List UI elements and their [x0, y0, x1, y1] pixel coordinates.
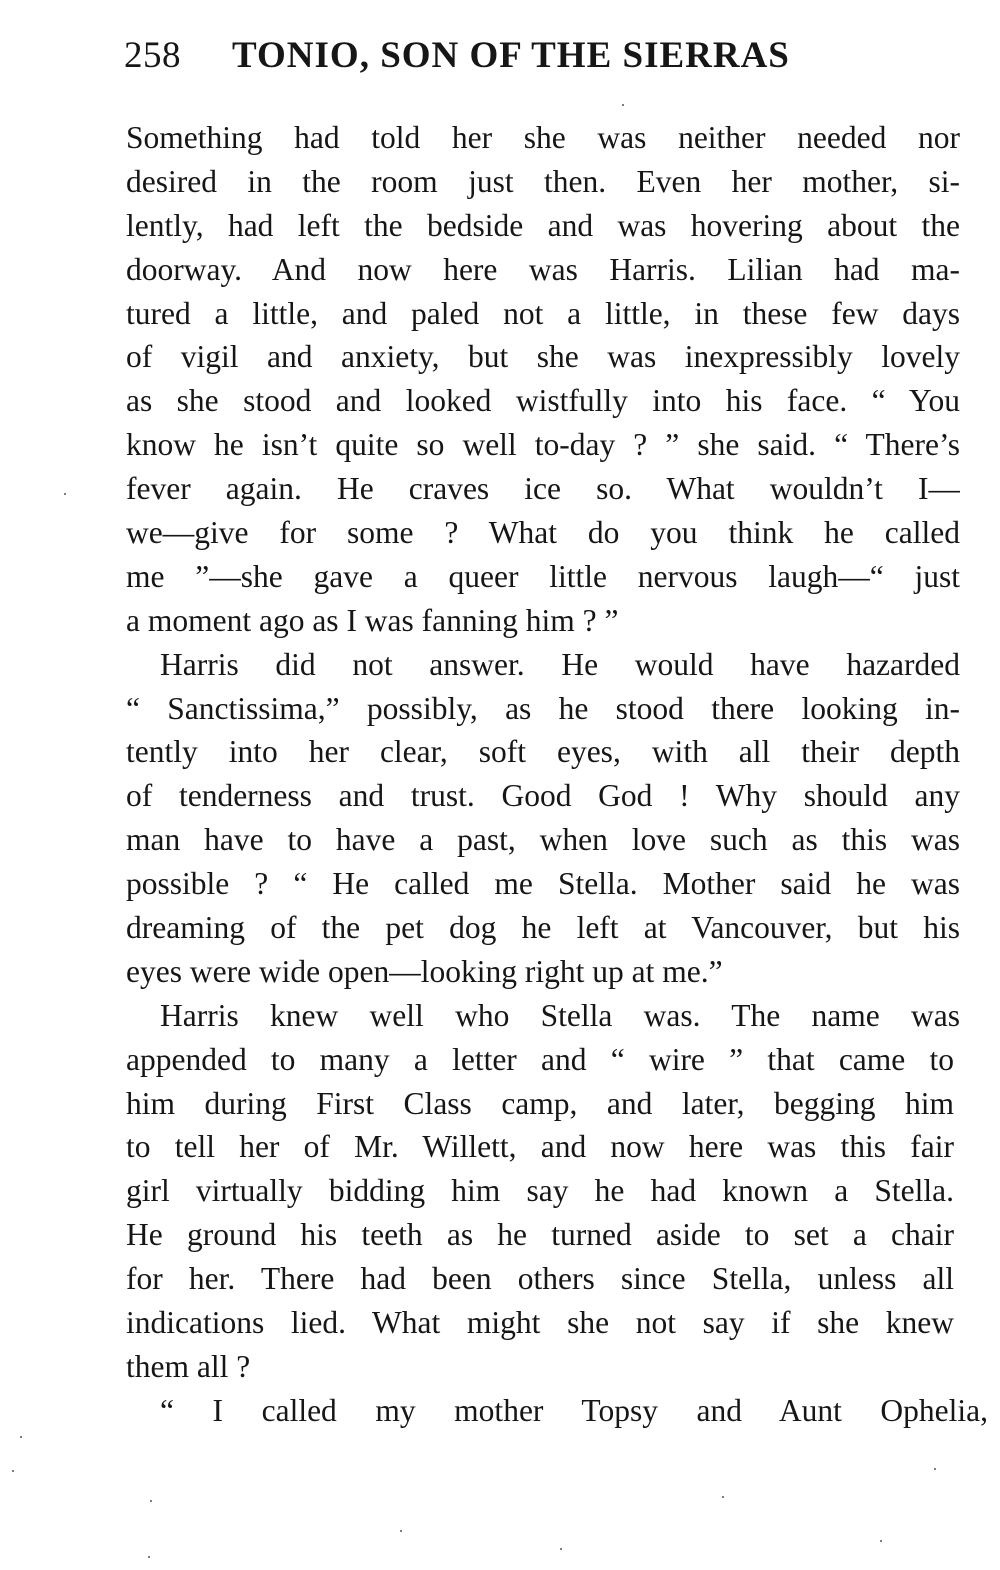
scan-speck — [400, 1530, 402, 1532]
scan-speck — [622, 104, 624, 106]
text-line: as she stood and looked wistfully into his face. “ You — [126, 383, 960, 419]
text-line: man have to have a past, when love such as this was — [126, 822, 960, 858]
text-line: a moment ago as I was fanning him ? ” — [126, 602, 619, 638]
text-line: girl virtually bidding him say he had known a Stella. — [126, 1173, 954, 1209]
text-line: Something had told her she was neither needed nor — [126, 120, 960, 155]
scan-speck — [722, 1496, 724, 1498]
text-line: fever again. He craves ice so. What wouldn’t I— — [126, 471, 960, 507]
text-line: “ Sanctissima,” possibly, as he stood there looking in- — [126, 690, 960, 726]
text-line: dreaming of the pet dog he left at Vancouver, but his — [126, 910, 960, 946]
scan-speck — [880, 1540, 882, 1542]
text-line: for her. There had been others since Stella, unless all — [126, 1261, 954, 1297]
text-line: He ground his teeth as he turned aside to set a chair — [126, 1217, 954, 1253]
text-line: eyes were wide open—looking right up at me.” — [126, 953, 723, 989]
text-line: Harris knew well who Stella was. The name was — [160, 997, 960, 1033]
page-header — [124, 34, 888, 86]
text-line: possible ? “ He called me Stella. Mother said he was — [126, 866, 960, 902]
text-line: of tenderness and trust. Good God ! Why should any — [126, 778, 960, 814]
text-line: them all ? — [126, 1348, 251, 1384]
scan-speck — [560, 1548, 562, 1550]
running-title: TONIO, SON OF THE SIERRAS — [232, 35, 790, 76]
text-line: “ I called my mother Topsy and Aunt Ophelia, — [160, 1392, 988, 1428]
text-line: lently, had left the bedside and was hovering about the — [126, 207, 960, 243]
text-line: know he isn’t quite so well to-day ? ” she said. “ There’s — [126, 427, 960, 463]
text-line: we—give for some ? What do you think he called — [126, 515, 960, 551]
text-line: Harris did not answer. He would have hazarded — [160, 646, 960, 682]
body-text — [126, 116, 988, 1433]
text-line: tently into her clear, soft eyes, with all their depth — [126, 734, 960, 770]
scan-speck — [148, 1556, 150, 1558]
text-line: him during First Class camp, and later, begging him — [126, 1085, 954, 1121]
scan-speck — [150, 1500, 152, 1502]
text-line: me ”—she gave a queer little nervous laugh—“ just — [126, 558, 960, 594]
text-line: to tell her of Mr. Willett, and now here was this fair — [126, 1129, 954, 1165]
page-number: 258 — [124, 35, 181, 76]
text-line: appended to many a letter and “ wire ” that came to — [126, 1041, 954, 1077]
text-line: doorway. And now here was Harris. Lilian had ma- — [126, 251, 960, 287]
text-line: tured a little, and paled not a little, in these few days — [126, 295, 960, 331]
scan-speck — [20, 1436, 22, 1438]
scan-speck — [12, 1470, 14, 1472]
text-line: of vigil and anxiety, but she was inexpressibly lovely — [126, 339, 960, 375]
scan-speck — [64, 493, 66, 495]
text-line: indications lied. What might she not say if she knew — [126, 1305, 954, 1341]
text-line: desired in the room just then. Even her mother, si- — [126, 163, 960, 199]
scan-speck — [934, 1468, 936, 1470]
